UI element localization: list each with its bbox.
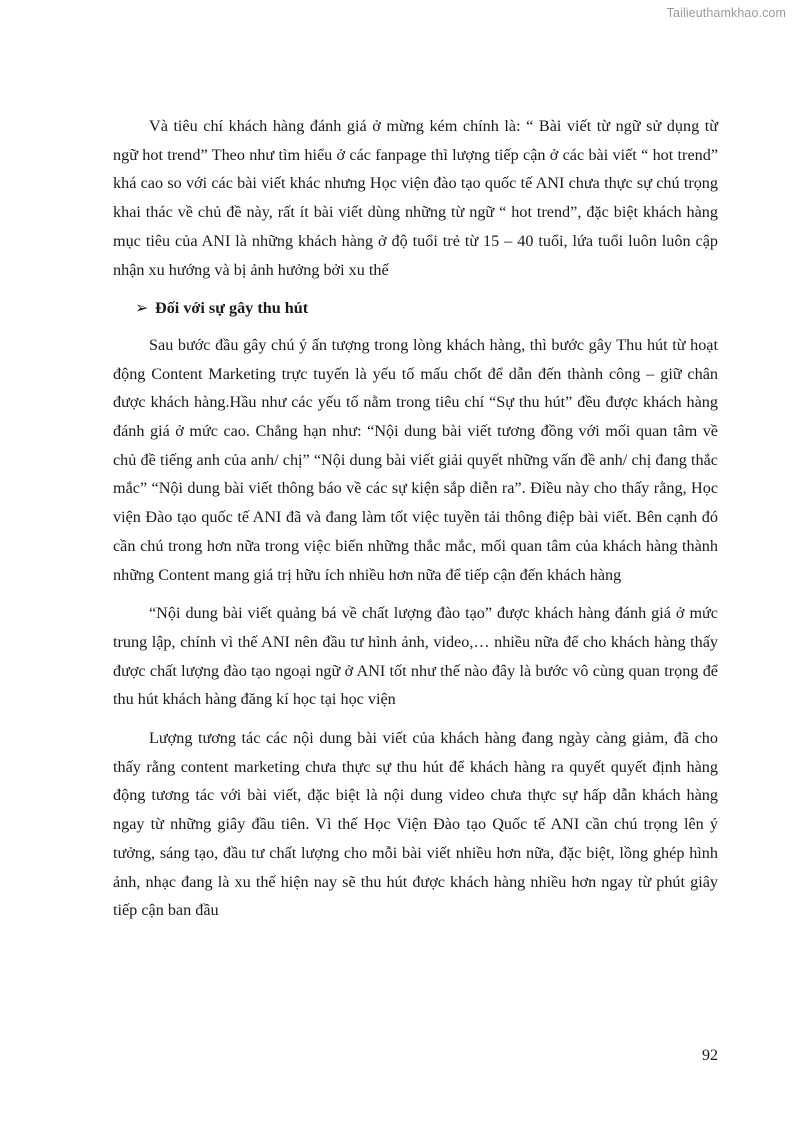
paragraph-attraction: Sau bước đầu gây chú ý ấn tượng trong lòng khách hàng, thì bước gây Thu hút từ hoạt động Content Marketing trực tuyến là yếu tố mấu chốt để dẫn đến thành công – giữ chân được khách hàng.Hầu như các yếu tố nằm trong tiêu chí “Sự thu hút” đều được khách hàng đánh giá ở mức cao. Chẳng hạn như: “Nội dung bài viết tương đồng với mối quan tâm về chủ đề tiếng anh của anh/ chị” “Nội dung bài viết giải quyết những vấn đề anh/ chị đang thắc mắc” “Nội dung bài viết thông báo về các sự kiện sắp diễn ra”. Điều này cho thấy rằng, Học viện Đào tạo quốc tế ANI đã và đang làm tốt việc tuyền tải thông điệp bài viết. Bên cạnh đó cần chú trong hơn nữa trong việc biến những thắc mắc, mối quan tâm của khách hàng thành những Content mang giá trị hữu ích nhiều hơn nữa để tiếp cận đến khách hàng: [113, 335, 718, 584]
page-number: 92: [702, 1047, 718, 1064]
section-heading-text: Đối với sự gây thu hút: [155, 299, 309, 318]
watermark-text: Tailieuthamkhao.com: [666, 6, 786, 20]
document-body: [113, 112, 718, 935]
paragraph-hot-trend: Và tiêu chí khách hàng đánh giá ở mừng kém chính là: “ Bài viết từ ngữ sử dụng từ ngữ hot trend” Theo như tìm hiểu ở các fanpage thì lượng tiếp cận ở các bài viết “ hot trend” khá cao so với các bài viết khác nhưng Học viện đào tạo quốc tế ANI chưa thực sự chú trọng khai thác về chủ đề này, rất ít bài viết dùng những từ ngữ “ hot trend”, đặc biệt khách hàng mục tiêu của ANI là những khách hàng ở độ tuổi trẻ từ 15 – 40 tuổi, lứa tuổi luôn luôn cập nhận xu hướng và bị ảnh hưởng bởi xu thế: [113, 117, 718, 279]
paragraph-training-quality: “Nội dung bài viết quảng bá về chất lượng đào tạo” được khách hàng đánh giá ở mức trung lập, chính vì thế ANI nên đầu tư hình ảnh, video,… nhiều nữa để cho khách hàng thấy được chất lượng đào tạo ngoại ngữ ở ANI tốt như thế nào đây là bước vô cùng quan trọng để thu hút khách hàng đăng kí học tại học viện: [113, 604, 718, 709]
arrow-bullet-icon: ➢: [135, 299, 149, 318]
section-heading: [113, 294, 718, 323]
paragraph-engagement: Lượng tương tác các nội dung bài viết của khách hàng đang ngày càng giảm, đã cho thấy rằng content marketing chưa thực sự thu hút để khách hàng ra quyết quyết định hàng động tương tác với bài viết, đặc biệt là nội dung video chưa thực sự hấp dẫn khách hàng ngay từ những giây đầu tiên. Vì thế Học Viện Đào tạo Quốc tế ANI cần chú trọng lên ý tưởng, sáng tạo, đầu tư chất lượng cho mỗi bài viết nhiều hơn nữa, đặc biệt, lồng ghép hình ảnh, nhạc đang là xu thế hiện nay sẽ thu hút được khách hàng nhiều hơn ngay từ phút giây tiếp cận ban đầu: [113, 729, 718, 920]
